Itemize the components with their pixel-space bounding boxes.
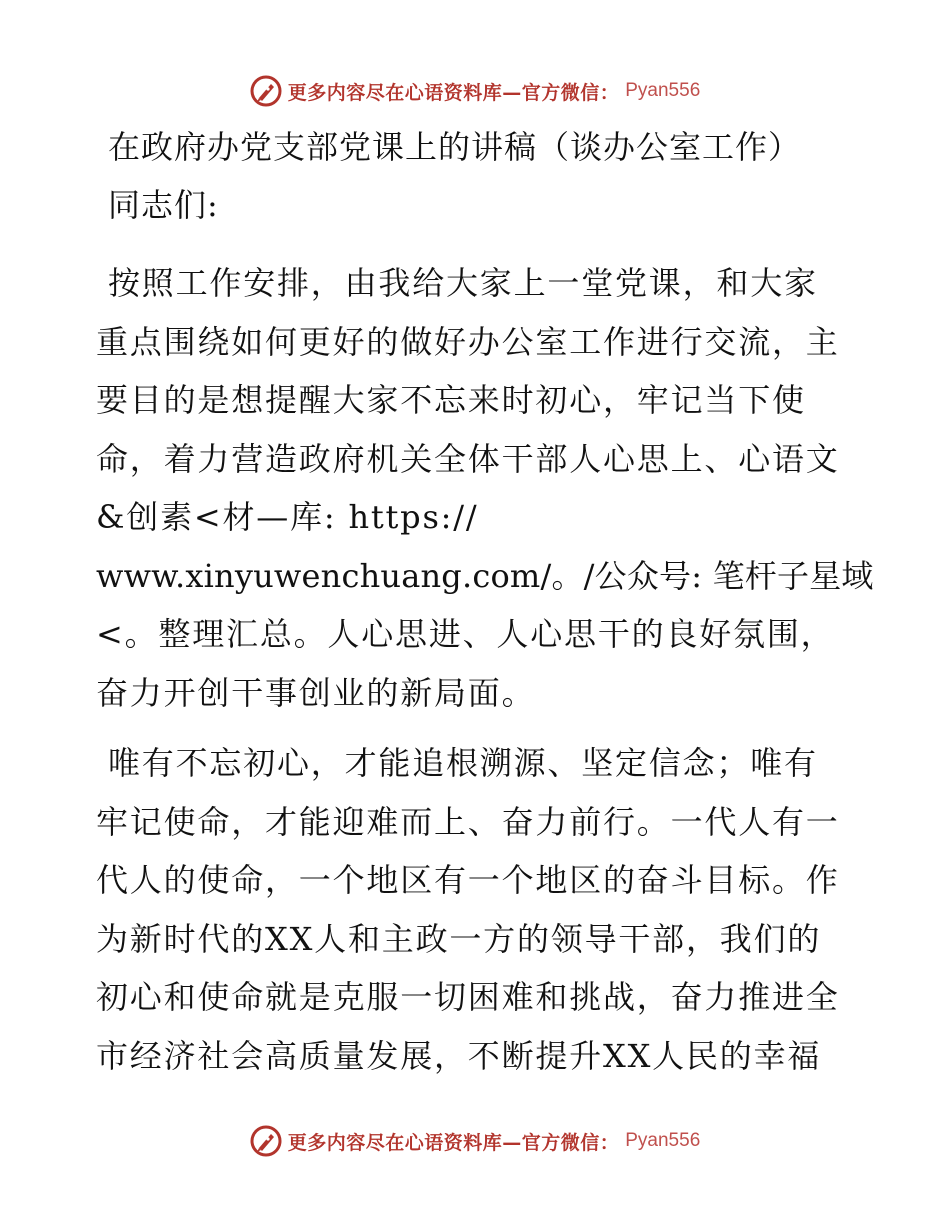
- paragraph-line: 按照工作安排，由我给大家上一堂党课，和大家: [108, 264, 818, 302]
- watermark-wechat-id: Pyan556: [625, 80, 701, 101]
- pen-logo-icon: [250, 1125, 282, 1157]
- paragraph-line: 为新时代的XX人和主政一方的领导干部，我们的: [96, 919, 822, 958]
- watermark-text: 更多内容尽在心语资料库—官方微信：: [287, 81, 620, 104]
- paragraph-line: 命，着力营造政府机关全体干部人心思上、心语文: [96, 439, 840, 478]
- document-body: [96, 118, 874, 1097]
- paragraph-line: 牢记使命，才能迎难而上、奋力前行。一代人有一: [96, 802, 840, 841]
- paragraph-line: 重点围绕如何更好的做好办公室工作进行交流，主: [96, 322, 840, 361]
- document-title: 在政府办党支部党课上的讲稿（谈办公室工作）: [108, 128, 802, 166]
- paragraph-line: 代人的使命，一个地区有一个地区的奋斗目标。作: [96, 861, 840, 899]
- footer-watermark: [0, 1124, 950, 1158]
- paragraph-line: 初心和使命就是克服一切困难和挑战，奋力推进全: [96, 978, 840, 1016]
- paragraph-line: www.xinyuwenchuang.com/。/公众号: 笔杆子星域: [96, 556, 874, 595]
- paragraph-1: [96, 254, 874, 722]
- paragraph-line: 唯有不忘初心，才能追根溯源、坚定信念；唯有: [108, 744, 818, 782]
- watermark-text: 更多内容尽在心语资料库—官方微信：: [287, 1131, 620, 1154]
- watermark-wechat-id: Pyan556: [625, 1130, 701, 1151]
- pen-logo-icon: [250, 75, 282, 107]
- header-watermark: [0, 74, 950, 108]
- salutation: 同志们:: [108, 186, 219, 224]
- paragraph-line: <。整理汇总。人心思进、人心思干的良好氛围，: [96, 615, 835, 653]
- paragraph-line: 要目的是想提醒大家不忘来时初心，牢记当下使: [96, 381, 806, 419]
- paragraph-2: [96, 734, 848, 1085]
- paragraph-line: 奋力开创干事创业的新局面。: [96, 673, 536, 712]
- paragraph-line: &创素<材—库: https://: [96, 498, 479, 536]
- paragraph-line: 市经济社会高质量发展，不断提升XX人民的幸福: [96, 1036, 822, 1075]
